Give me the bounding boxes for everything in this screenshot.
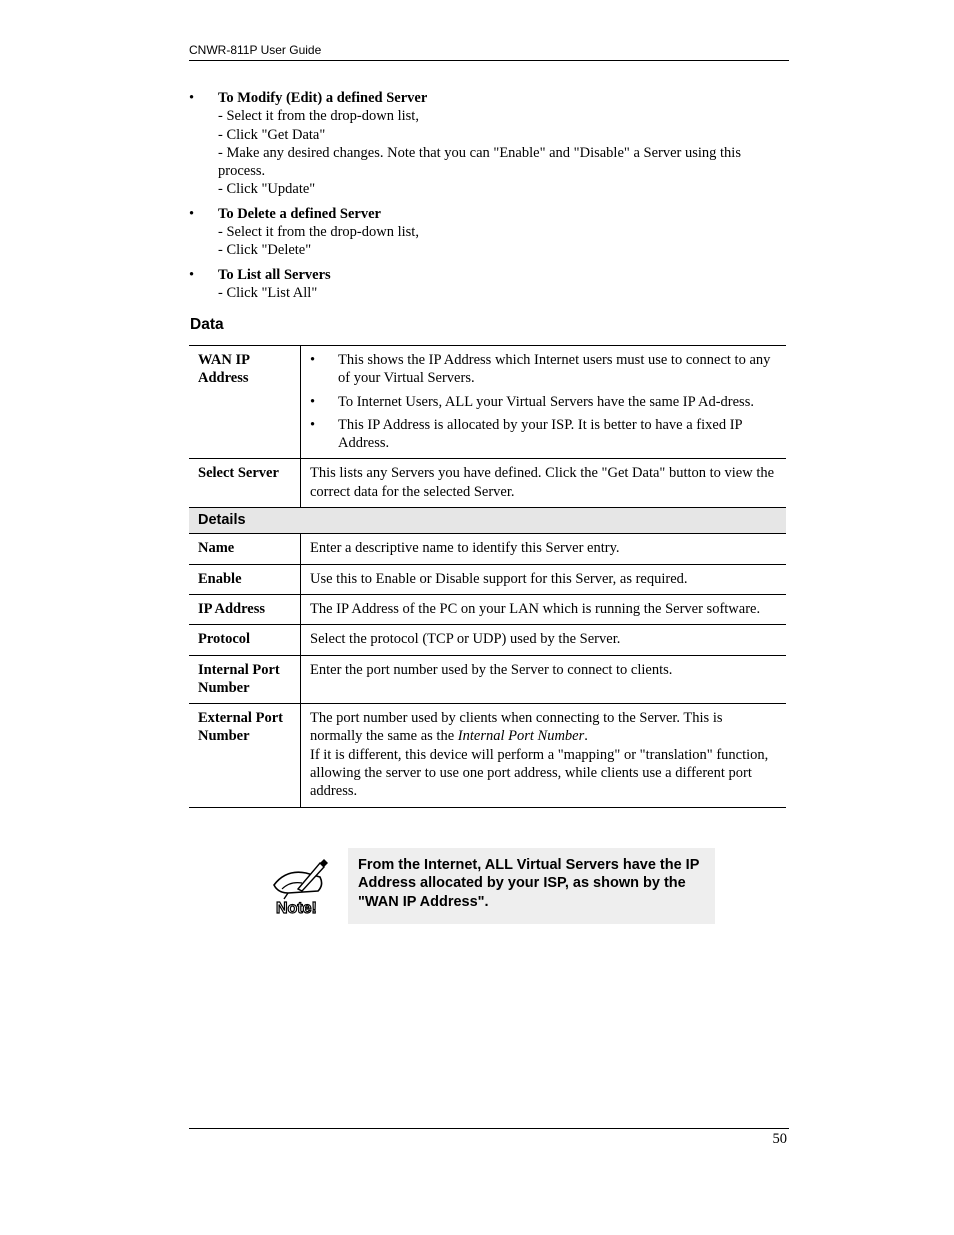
list-item-title: To Delete a defined Server [218, 205, 381, 222]
row-label: Enable [189, 564, 301, 594]
desc-text: The port number used by clients when connecting to the Server. This is normally the same as the [310, 710, 723, 745]
list-item-delete [189, 205, 789, 260]
list-item-list-all [189, 266, 789, 303]
row-label: Protocol [189, 625, 301, 655]
list-item-text: This shows the IP Address which Internet users must use to connect to any of your Virtual Servers. [338, 352, 771, 387]
bullet-icon: • [189, 266, 195, 283]
list-item-title: To List all Servers [218, 266, 331, 283]
data-table [189, 345, 786, 808]
row-description [301, 704, 787, 807]
list-item [310, 351, 778, 388]
row-label: IP Address [189, 594, 301, 624]
details-heading: Details [189, 508, 786, 534]
bullet-icon: • [310, 393, 316, 410]
bullet-icon: • [189, 90, 195, 106]
note-icon [268, 855, 330, 917]
bullet-icon: • [310, 416, 316, 433]
list-item-line: - Click "Delete" [218, 242, 312, 259]
list-item-modify [189, 89, 789, 199]
list-item-line: - Make any desired changes. Note that you can "Enable" and "Disable" a Server using this process. [218, 144, 741, 180]
list-item-title: To Modify (Edit) a defined Server [218, 90, 428, 106]
list-item [310, 393, 778, 411]
desc-text: . [584, 728, 588, 745]
note-icon-label: Note! [276, 900, 317, 917]
footer-divider [189, 1128, 789, 1129]
list-item-text: This IP Address is allocated by your ISP. It is better to have a fixed IP Address. [338, 416, 743, 452]
table-row [189, 625, 786, 655]
table-row [189, 564, 786, 594]
table-row [189, 594, 786, 624]
page-number: 50 [772, 1131, 787, 1147]
row-label: Select Server [189, 459, 301, 508]
list-item [310, 416, 778, 453]
instruction-list [189, 89, 789, 308]
table-row [189, 459, 786, 508]
row-description: Enter a descriptive name to identify this Server entry. [301, 534, 787, 564]
row-description: Use this to Enable or Disable support for this Server, as required. [301, 564, 787, 594]
header-divider [189, 60, 789, 61]
row-label: WAN IP Address [189, 346, 301, 459]
row-description [301, 346, 787, 459]
list-item-line: - Select it from the drop-down list, [218, 108, 419, 125]
table-row [189, 346, 786, 459]
table-row [189, 704, 786, 807]
row-description: The IP Address of the PC on your LAN which is running the Server software. [301, 594, 787, 624]
list-item-line: - Click "Get Data" [218, 126, 326, 143]
bullet-icon: • [189, 205, 195, 222]
list-item-line: - Select it from the drop-down list, [218, 224, 419, 241]
table-row [189, 534, 786, 564]
desc-text: If it is different, this device will perform a "mapping" or "translation" function, allowing the server to use one port address, while clients use a different port address. [310, 746, 769, 800]
row-description: This lists any Servers you have defined. Click the "Get Data" button to view the correct data for the selected Server. [301, 459, 787, 508]
row-label: Internal Port Number [189, 655, 301, 704]
note-callout: From the Internet, ALL Virtual Servers have the IP Address allocated by your ISP, as shown by the "WAN IP Address". [348, 848, 715, 924]
wan-ip-notes [310, 351, 778, 452]
table-section-row [189, 508, 786, 534]
desc-emphasis: Internal Port Number [457, 728, 585, 745]
section-heading: Data [190, 316, 224, 333]
bullet-icon: • [310, 352, 316, 368]
table-row [189, 655, 786, 704]
row-description: Select the protocol (TCP or UDP) used by the Server. [301, 625, 787, 655]
list-item-line: - Click "Update" [218, 181, 316, 198]
row-label: External Port Number [189, 704, 301, 807]
list-item-text: To Internet Users, ALL your Virtual Servers have the same IP Ad-dress. [338, 393, 754, 410]
running-header: CNWR-811P User Guide [189, 43, 322, 57]
list-item-line: - Click "List All" [218, 284, 318, 301]
row-label: Name [189, 534, 301, 564]
row-description: Enter the port number used by the Server to connect to clients. [301, 655, 787, 704]
